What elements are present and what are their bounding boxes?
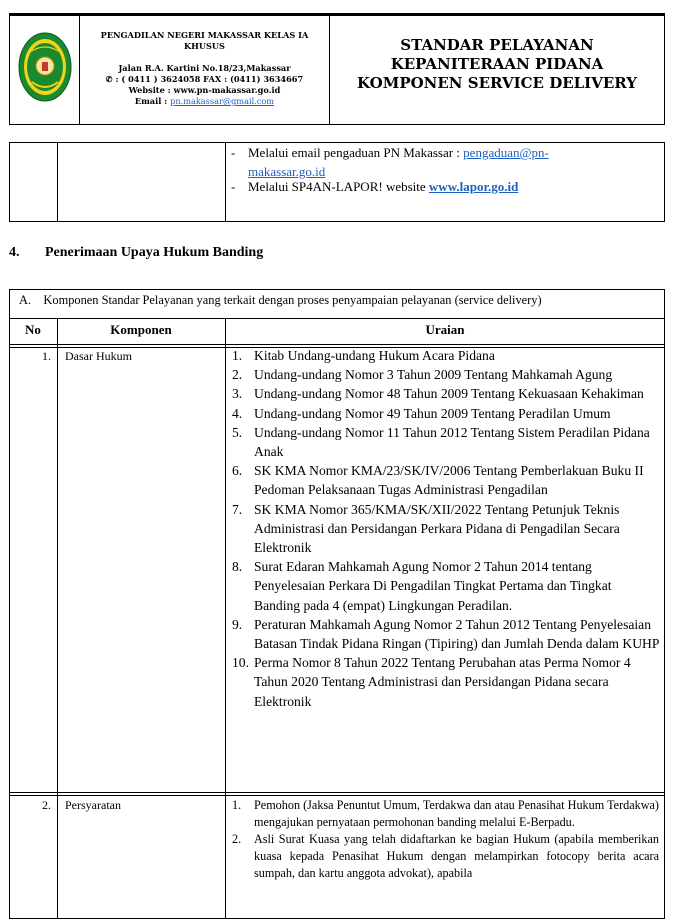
section-number: 4. (9, 245, 20, 260)
list-item: 5. Undang-undang Nomor 11 Tahun 2012 Tentang Sistem Peradilan Pidana Anak (232, 424, 650, 460)
row-1-komponen: Dasar Hukum (65, 349, 132, 363)
lapor-prefix: Melalui SP4AN-LAPOR! website (248, 179, 426, 194)
row-2-no: 2. (42, 798, 51, 812)
table-caption: A. Komponen Standar Pelayanan yang terkait dengan proses penyampaian pelayanan (service delivery) (19, 293, 542, 307)
row-2-komponen: Persyaratan (65, 798, 121, 812)
logo-cell (10, 16, 80, 124)
title-line-2: KEPANITERAAN PIDANA (390, 55, 604, 73)
title-line-1: STANDAR PELAYANAN (400, 36, 594, 54)
column-header-uraian: Uraian (425, 322, 465, 337)
list-item: 9. Peraturan Mahkamah Agung Nomor 2 Tahun 2012 Tentang Penyelesaian Batasan Tindak Pidana Ringan (Tipiring) dan Jumlah Denda dalam KUHP (232, 616, 660, 652)
court-address: Jalan R.A. Kartini No.18/23,Makassar (118, 63, 291, 73)
column-header-no: No (25, 322, 41, 337)
column-header-komponen: Komponen (110, 322, 172, 337)
complaint-email-item (248, 143, 648, 181)
list-item: 8. Surat Edaran Mahkamah Agung Nomor 2 Tahun 2014 tentang Penyelesaian Perkara Di Pengadilan Tingkat Pertama dan Tingkat Banding pada 4 (empat) Lingkungan Peradilan. (232, 559, 612, 613)
list-item: 6. SK KMA Nomor KMA/23/SK/IV/2006 Tentang Pemberlakuan Buku II Pedoman Pelaksanaan Tugas Administrasi Pengadilan (232, 463, 644, 498)
court-website: Website : www.pn-makassar.go.id (128, 85, 281, 95)
list-item: 1. Pemohon (Jaksa Penuntut Umum, Terdakwa dan atau Penasihat Hukum Terdakwa) mengajukan pernyataan permohonan banding melalui E-Berpadu. (232, 798, 659, 829)
court-name: PENGADILAN NEGERI MAKASSAR KELAS IA KHUSUS (100, 30, 309, 51)
list-item: 10. Perma Nomor 8 Tahun 2022 Tentang Perubahan atas Perma Nomor 4 Tahun 2020 Tentang Administrasi dan Persidangan Pidana secara Elektronik (232, 655, 631, 709)
row-1-no: 1. (42, 349, 51, 363)
dash-1: - (231, 145, 236, 160)
section-title: Penerimaan Upaya Hukum Banding (45, 245, 264, 260)
court-info-cell (80, 16, 330, 124)
list-item: 3. Undang-undang Nomor 48 Tahun 2009 Tentang Kekuasaan Kehakiman (232, 386, 644, 402)
list-item: 2. Undang-undang Nomor 3 Tahun 2009 Tentang Mahkamah Agung (232, 367, 613, 383)
lapor-item (248, 177, 648, 196)
lapor-link[interactable]: www.lapor.go.id (428, 179, 519, 194)
list-item: 1. Kitab Undang-undang Hukum Acara Pidana (232, 348, 495, 363)
email-label: Email : (134, 96, 168, 106)
requirements-list (232, 797, 659, 882)
title-line-3: KOMPONEN SERVICE DELIVERY (357, 74, 637, 92)
legal-basis-list (232, 346, 660, 711)
document-title (330, 16, 664, 144)
list-item: 2. Asli Surat Kuasa yang telah didaftarkan ke bagian Hukum (apabila memberikan kuasa kepada Penasihat Hukum dengan melampirkan fotocopy berita acara sumpah, dan kartu anggota advokat), apabila (232, 832, 659, 880)
document-header (9, 13, 665, 125)
complaint-email-link-b[interactable]: makassar.go.id (248, 164, 326, 179)
complaint-email-link-a[interactable]: pengaduan@pn- (463, 145, 549, 160)
court-email (80, 96, 329, 107)
email-link[interactable]: pn.makassar@gmail.com (170, 96, 275, 106)
dash-2: - (231, 179, 236, 194)
list-item: 4. Undang-undang Nomor 49 Tahun 2009 Tentang Peradilan Umum (232, 405, 611, 421)
complaint-email-prefix: Melalui email pengaduan PN Makassar : (248, 145, 460, 160)
court-phone-fax: ✆ : ( 0411 ) 3624058 FAX : (0411) 3634667 (105, 74, 304, 84)
court-logo (18, 32, 72, 102)
list-item: 7. SK KMA Nomor 365/KMA/SK/XII/2022 Tentang Petunjuk Teknis Administrasi dan Persidangan Perkara Pidana di Pengadilan Secara Elektronik (232, 501, 620, 556)
